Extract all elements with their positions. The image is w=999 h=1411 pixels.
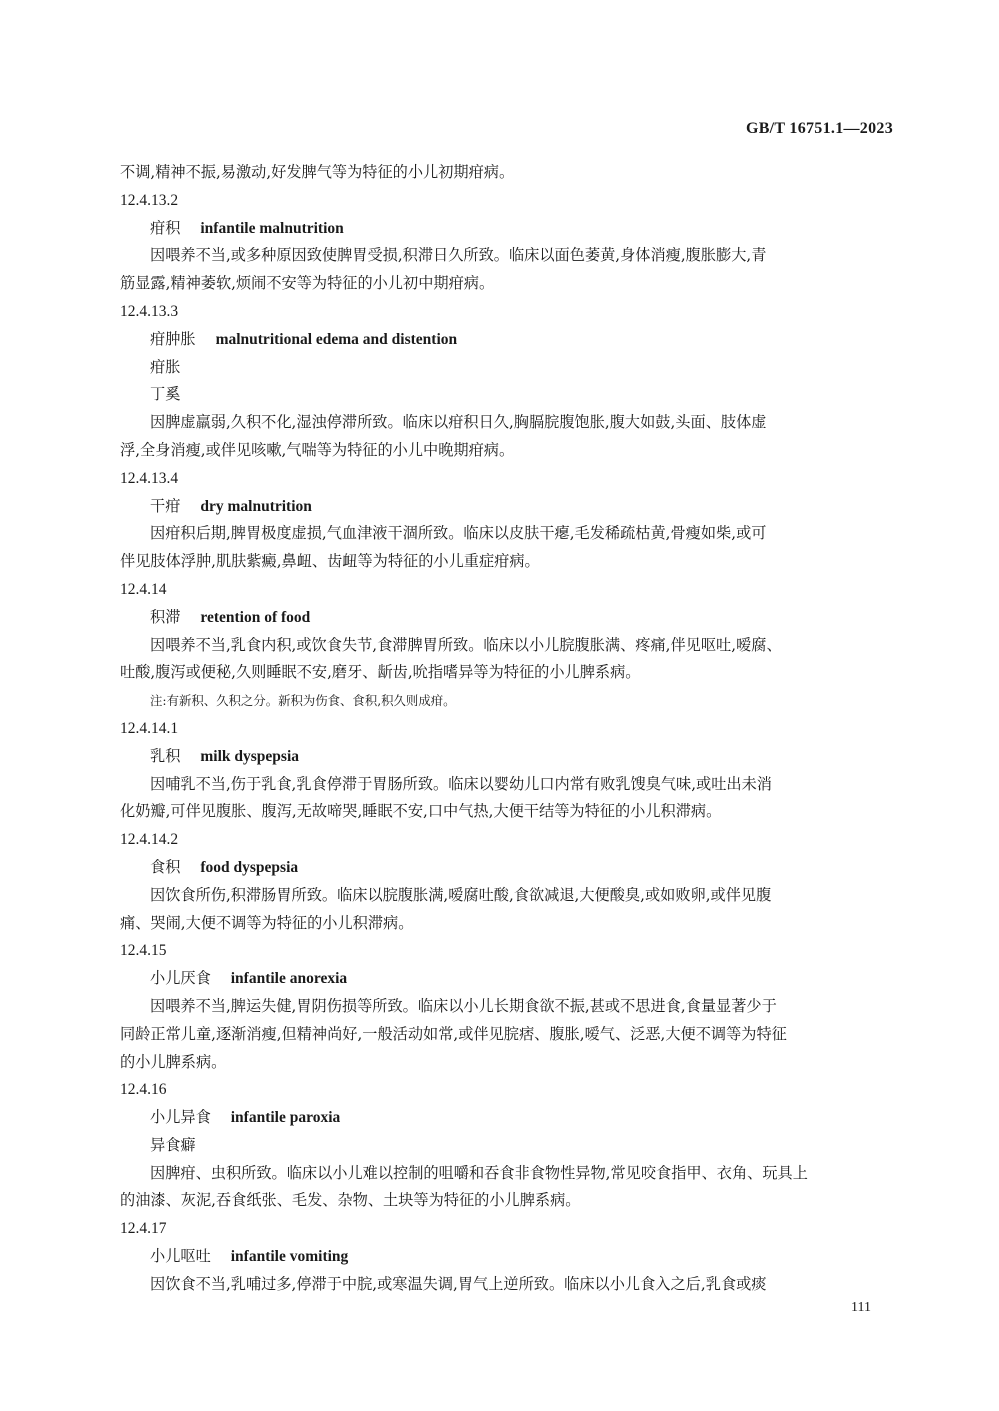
body-text-line: 的油漆、灰泥,吞食纸张、毛发、杂物、土块等为特征的小儿脾系病。 — [120, 1191, 581, 1210]
body-text-line: 的小儿脾系病。 — [120, 1052, 227, 1071]
term-chinese: 干疳 — [150, 496, 181, 515]
term-heading — [120, 326, 892, 354]
clause-number: 12.4.14.1 — [120, 719, 179, 737]
term-heading — [120, 854, 892, 882]
body-text-line: 痛、哭闹,大便不调等为特征的小儿积滞病。 — [120, 913, 414, 932]
term-english: infantile vomiting — [230, 1248, 349, 1266]
term-heading — [120, 743, 892, 771]
body-text-line: 因喂养不当,脾运失健,胃阴伤损等所致。临床以小儿长期食欲不振,甚或不思进食,食量显著少于 — [150, 996, 777, 1015]
body-text-line: 因饮食所伤,积滞肠胃所致。临床以脘腹胀满,嗳腐吐酸,食欲减退,大便酸臭,或如败卵,或伴见腹 — [150, 885, 772, 904]
term-english: infantile anorexia — [230, 970, 348, 988]
clause-number: 12.4.13.4 — [120, 469, 179, 487]
term-heading — [120, 1243, 892, 1271]
body-text-line: 吐酸,腹泻或便秘,久则睡眠不安,磨牙、龂齿,吮指嗜异等为特征的小儿脾系病。 — [120, 663, 641, 682]
term-chinese: 小儿异食 — [150, 1108, 211, 1127]
term-chinese: 疳积 — [150, 218, 181, 237]
clause-number: 12.4.13.2 — [120, 191, 179, 209]
note-text: 注:有新积、久积之分。新积为伤食、食积,积久则成疳。 — [150, 693, 456, 709]
document-code: GB/T 16751.1—2023 — [745, 120, 893, 137]
body-text-line: 伴见肢体浮肿,肌肤紫癜,鼻衄、齿衄等为特征的小儿重症疳病。 — [120, 552, 540, 571]
body-text-line: 不调,精神不振,易激动,好发脾气等为特征的小儿初期疳病。 — [120, 163, 515, 181]
term-heading — [120, 965, 892, 993]
body-text-line: 因饮食不当,乳哺过多,停滞于中脘,或寒温失调,胃气上逆所致。临床以小儿食入之后,乳食或痰 — [150, 1274, 767, 1293]
clause-number: 12.4.14 — [120, 580, 167, 598]
term-chinese: 乳积 — [150, 746, 181, 765]
term-english: malnutritional edema and distention — [215, 330, 458, 348]
term-chinese: 积滞 — [150, 607, 181, 626]
term-chinese: 食积 — [150, 857, 181, 876]
term-chinese: 疳肿胀 — [150, 329, 196, 348]
clause-number: 12.4.13.3 — [120, 302, 179, 320]
body-text-line: 化奶瓣,可伴见腹胀、腹泻,无故啼哭,睡眠不安,口中气热,大便干结等为特征的小儿积滞病。 — [120, 802, 722, 821]
term-heading — [120, 215, 892, 243]
body-text-line: 因脾虚羸弱,久积不化,湿浊停滞所致。临床以疳积日久,胸膈脘腹饱胀,腹大如鼓,头面、肢体虚 — [150, 413, 767, 432]
term-english: retention of food — [200, 608, 311, 626]
term-english: milk dyspepsia — [200, 747, 300, 765]
body-text-line: 因脾疳、虫积所致。临床以小儿难以控制的咀嚼和吞食非食物性异物,常见咬食指甲、衣角、玩具上 — [150, 1163, 808, 1182]
term-english: infantile malnutrition — [200, 219, 344, 237]
body-text-line: 异食癖 — [150, 1135, 196, 1154]
body-text-line: 因哺乳不当,伤于乳食,乳食停滞于胃肠所致。临床以婴幼儿口内常有败乳馊臭气味,或吐出未消 — [150, 774, 772, 793]
document-body — [120, 159, 892, 1299]
clause-number: 12.4.16 — [120, 1081, 167, 1099]
body-text-line: 因疳积后期,脾胃极度虚损,气血津液干涸所致。临床以皮肤干瘪,毛发稀疏枯黄,骨瘦如柴,或可 — [150, 524, 767, 543]
body-text-line: 因喂养不当,乳食内积,或饮食失节,食滞脾胃所致。临床以小儿脘腹胀满、疼痛,伴见呕吐,嗳腐、 — [150, 635, 782, 654]
body-text-line: 因喂养不当,或多种原因致使脾胃受损,积滞日久所致。临床以面色萎黄,身体消瘦,腹胀膨大,青 — [150, 246, 767, 265]
term-english: infantile paroxia — [230, 1109, 341, 1127]
term-heading — [120, 493, 892, 521]
clause-number: 12.4.17 — [120, 1220, 167, 1238]
clause-number: 12.4.15 — [120, 942, 167, 960]
body-text-line: 疳胀 — [150, 357, 181, 376]
body-text-line: 丁奚 — [150, 385, 181, 404]
term-chinese: 小儿厌食 — [150, 969, 211, 988]
term-english: food dyspepsia — [200, 858, 299, 876]
body-text-line: 筋显露,精神萎软,烦闹不安等为特征的小儿初中期疳病。 — [120, 274, 495, 293]
term-english: dry malnutrition — [200, 497, 312, 515]
body-text-line: 浮,全身消瘦,或伴见咳嗽,气喘等为特征的小儿中晚期疳病。 — [120, 440, 515, 459]
body-text-line: 同龄正常儿童,逐渐消瘦,但精神尚好,一般活动如常,或伴见脘痞、腹胀,嗳气、泛恶,大便不调等为特征 — [120, 1024, 787, 1043]
term-chinese: 小儿呕吐 — [150, 1247, 211, 1266]
clause-number: 12.4.14.2 — [120, 831, 179, 849]
term-heading — [120, 604, 892, 632]
term-heading — [120, 1104, 892, 1132]
page-number: 111 — [851, 1300, 871, 1315]
